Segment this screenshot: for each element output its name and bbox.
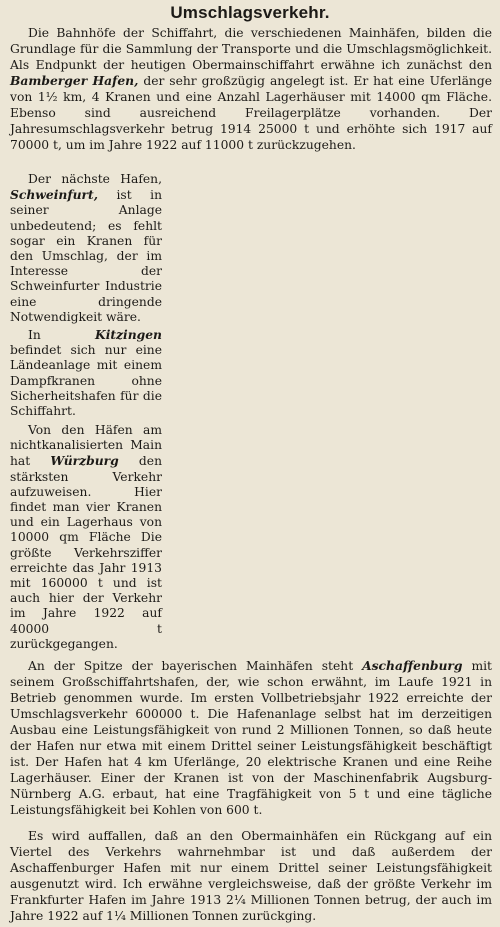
paragraph-text: An der Spitze der bayerischen Mainhäfen steht <box>28 659 363 673</box>
paragraph-bamberg <box>10 25 492 153</box>
paragraph-text: befindet sich nur eine Ländeanlage mit einem Dampfkranen ohne Sicherheitshafen für die Schiffahrt. <box>10 343 162 419</box>
paragraph-text: der sehr großzügig angelegt ist. Er hat eine Uferlänge von 1½ km, 4 Kranen und eine Anzahl Lagerhäuser mit 14000 qm Fläche. Ebenso sind ausreichend Freilagerplätze vorhanden. Der Jahresumschlagsverkehr betrug 1914 25000 t und erhöhte sich 1917 auf 70000 t, um im Jahre 1922 auf 11000 t zurückzugehen. <box>10 74 492 152</box>
paragraph-text: mit seinem Großschiffahrtshafen, der, wie schon erwähnt, im Laufe 1921 in Betrieb genommen wurde. Im ersten Vollbetriebsjahr 1922 erreichte der Umschlagsverkehr 600000 t. Die Hafenanlage selbst hat im derzeitigen Ausbau eine Leistungsfähigkeit von rund 2 Millionen Tonnen, so daß heute der Hafen nur etwa mit einem Drittel seiner Leistungsfähigkeit beschäftigt ist. Der Hafen hat 4 km Uferlänge, 20 elektrische Kranen und eine Reihe Lagerhäuser. Einer der Kranen ist von der Maschinenfabrik Augsburg-Nürnberg A.G. erbaut, hat eine Tragfähigkeit von 5 t und eine tägliche Leistungsfähigkeit bei Kohlen von 600 t. <box>10 659 492 817</box>
paragraph-schweinfurt <box>10 172 162 325</box>
paragraph-kitzingen <box>10 327 162 419</box>
page-title: Umschlagsverkehr. <box>170 3 330 22</box>
paragraph-text: ist in seiner Anlage unbedeutend; es fehlt sogar ein Kranen für den Umschlag, der im Interesse der Schweinfurter Industrie eine dringende Notwendigkeit wäre. <box>10 188 162 324</box>
paragraph-aschaffenburg <box>10 658 492 818</box>
place-name: Würzburg <box>50 453 119 469</box>
place-name: Bamberger Hafen, <box>10 73 139 88</box>
paragraph-text: Der nächste Hafen, <box>28 172 162 186</box>
place-name: Schweinfurt, <box>10 187 98 203</box>
paragraph-text: Die Bahnhöfe der Schiffahrt, die verschiedenen Mainhäfen, bilden die Grundlage für die Sammlung der Transporte und die Umschlagsmöglichkeit. Als Endpunkt der heutigen Obermainschiffahrt erwähne ich zunächst den <box>10 26 492 72</box>
paragraph-conclusion <box>10 828 492 924</box>
place-name: Aschaffenburg <box>362 658 463 673</box>
place-name: Kitzingen <box>95 327 162 342</box>
paragraph-text: Von den Häfen am nichtkanalisierten Main hat <box>10 423 162 469</box>
paragraph-wuerzburg <box>10 423 162 652</box>
paragraph-text: Es wird auffallen, daß an den Obermainhäfen ein Rückgang auf ein Viertel des Verkehrs wahrnehmbar ist und daß außerdem der Aschaffenburger Hafen mit nur einem Drittel seiner Leistungsfähigkeit ausgenutzt wird. Ich erwähne vergleichsweise, daß der größte Verkehr im Frankfurter Hafen im Jahre 1913 2¼ Millionen Tonnen betrug, der auch im Jahre 1922 auf 1¼ Millionen Tonnen zurückging. <box>10 829 492 923</box>
paragraph-text: In <box>28 328 95 342</box>
paragraph-text: den stärksten Verkehr aufzuweisen. Hier findet man vier Kranen und ein Lagerhaus von 10000 qm Fläche Die größte Verkehrsziffer erreichte das Jahr 1913 mit 160000 t und ist auch hier der Verkehr im Jahre 1922 auf 40000 t zurückgegangen. <box>10 454 162 651</box>
